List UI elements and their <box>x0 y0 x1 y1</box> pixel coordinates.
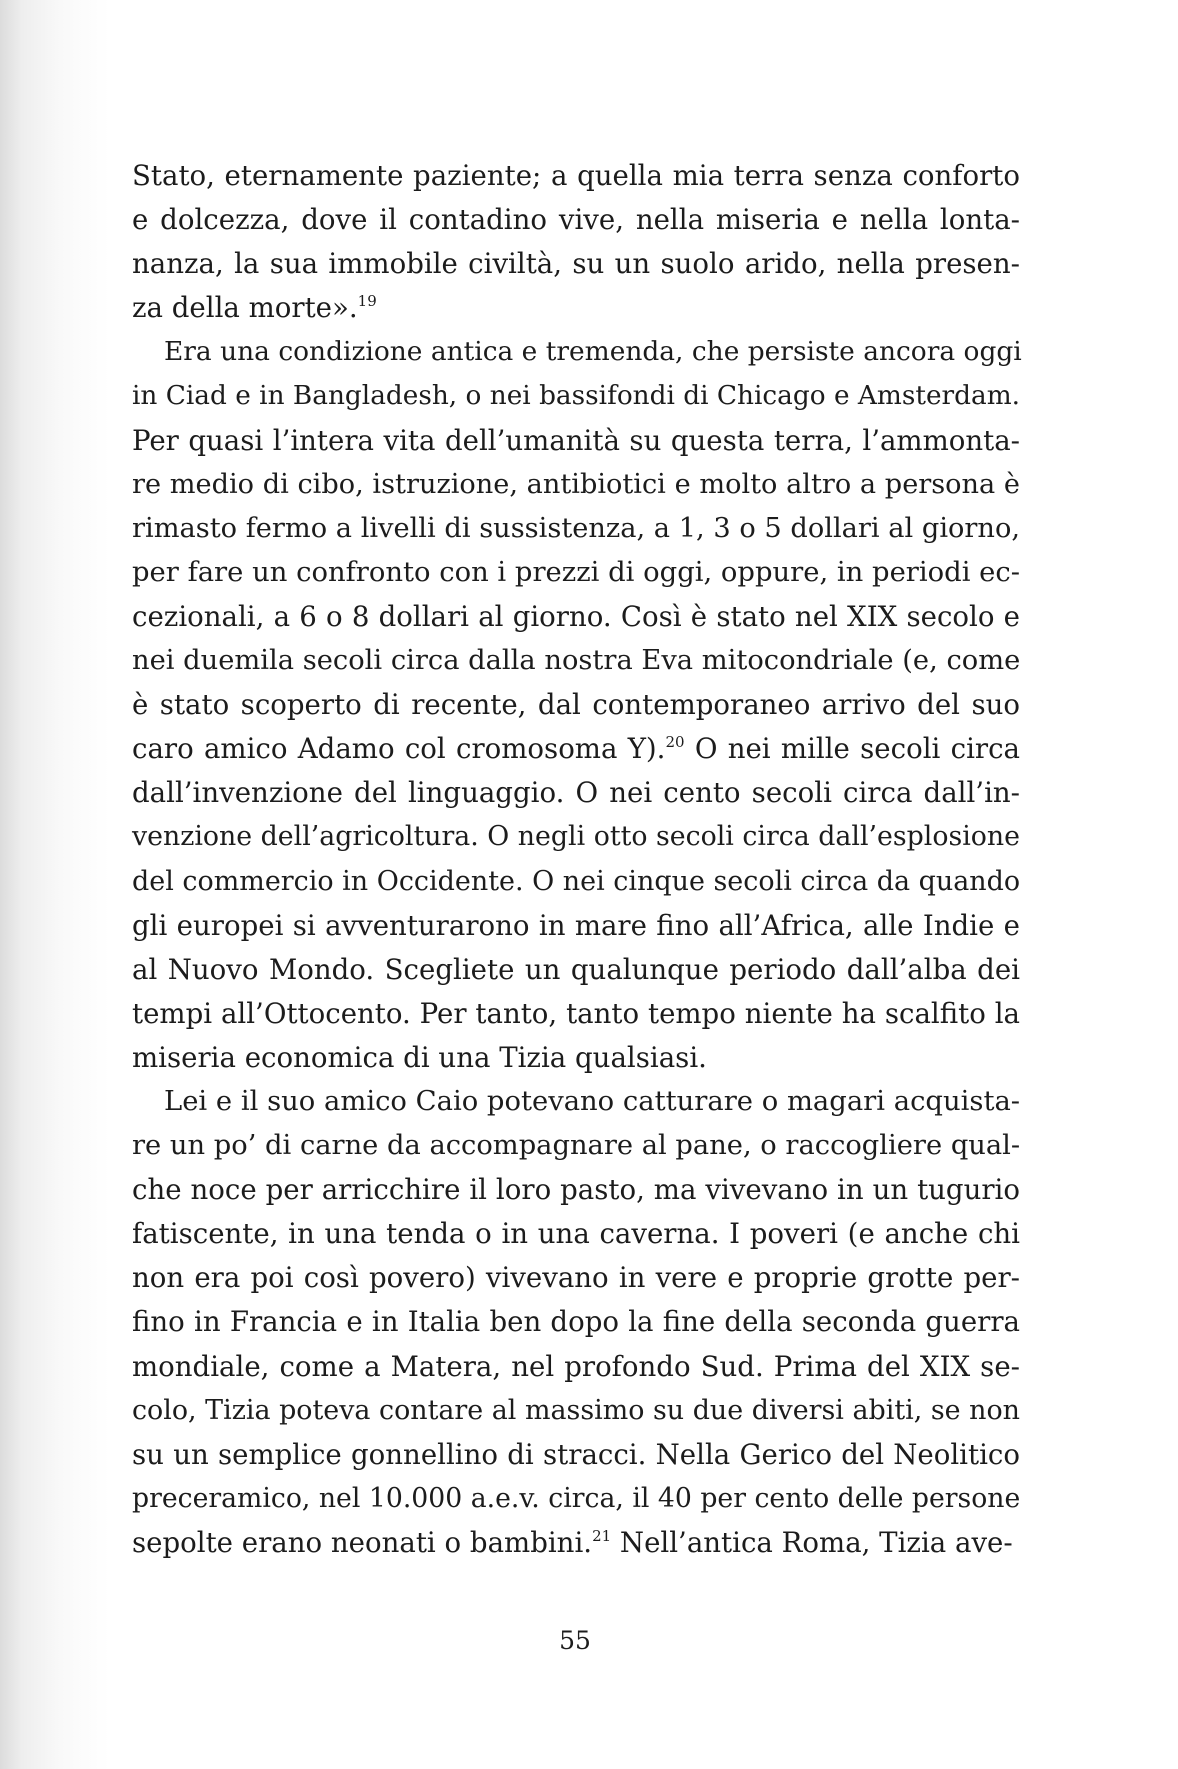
footnote-marker: 20 <box>665 733 685 752</box>
text-segment: Nell’antica Roma, Tizia ave- <box>611 1525 1013 1559</box>
text-line <box>132 154 1020 198</box>
footnote-marker: 19 <box>357 292 377 311</box>
page-body <box>132 154 1020 1565</box>
text-segment: fino in Francia e in Italia ben dopo la fine della seconda guerra <box>132 1305 1020 1339</box>
text-segment: fatiscente, in una tenda o in una caverna. I poveri (e anche chi <box>132 1217 1020 1251</box>
text-segment: mondiale, come a Matera, nel profondo Sud. Prima del XIX se- <box>132 1349 1020 1383</box>
text-segment: O nei mille secoli circa <box>684 732 1020 766</box>
text-line <box>132 1433 1020 1477</box>
text-line <box>132 771 1020 815</box>
text-segment: re medio di cibo, istruzione, antibiotici e molto altro a persona è <box>132 468 1020 500</box>
text-line <box>132 860 1020 904</box>
text-segment: tempi all’Ottocento. Per tanto, tanto tempo niente ha scalfito la <box>132 996 1020 1030</box>
text-segment: za della morte». <box>132 291 358 325</box>
text-segment: caro amico Adamo col cromosoma Y). <box>132 732 666 766</box>
text-segment: miseria economica di una Tizia qualsiasi. <box>132 1040 707 1074</box>
text-line <box>132 904 1020 948</box>
text-line <box>132 1036 1020 1080</box>
text-segment: sepolte erano neonati o bambini. <box>132 1525 593 1559</box>
footnote-marker: 21 <box>592 1526 612 1545</box>
text-line <box>132 1300 1020 1344</box>
text-line <box>132 815 1020 859</box>
text-segment: per fare un confronto con i prezzi di oggi, oppure, in periodi ec- <box>132 556 1021 588</box>
text-line <box>132 595 1020 639</box>
text-segment: del commercio in Occidente. O nei cinque secoli circa da quando <box>132 865 1021 897</box>
text-line <box>132 1256 1020 1300</box>
text-segment: cezionali, a 6 o 8 dollari al giorno. Così è stato nel XIX secolo e <box>132 599 1020 633</box>
text-line <box>132 1521 1020 1565</box>
text-segment: Stato, eternamente paziente; a quella mia terra senza conforto <box>132 159 1020 192</box>
text-line <box>132 551 1020 595</box>
text-segment: non era poi così povero) vivevano in vere e proprie grotte per- <box>132 1261 1020 1295</box>
text-line <box>132 419 1020 463</box>
text-segment: venzione dell’agricoltura. O negli otto secoli circa dall’esplosione <box>132 821 1020 853</box>
text-segment: Era una condizione antica e tremenda, che persiste ancora oggi <box>164 336 1022 368</box>
text-line <box>132 507 1020 551</box>
text-line <box>132 727 1020 771</box>
text-line <box>132 1212 1020 1256</box>
text-line <box>132 463 1020 507</box>
text-segment: rimasto fermo a livelli di sussistenza, a 1, 3 o 5 dollari al giorno, <box>132 512 1020 544</box>
page-number: 55 <box>559 1626 591 1655</box>
text-segment: nanza, la sua immobile civiltà, su un suolo arido, nella presen- <box>132 247 1020 281</box>
text-segment: è stato scoperto di recente, dal contemporaneo arrivo del suo <box>132 688 1020 722</box>
text-segment: e dolcezza, dove il contadino vive, nella miseria e nella lonta- <box>132 203 1020 237</box>
text-line <box>132 286 1020 330</box>
text-line <box>132 198 1020 242</box>
text-line <box>132 639 1020 683</box>
text-segment: gli europei si avventurarono in mare fino all’Africa, alle Indie e <box>132 908 1020 942</box>
paragraph <box>132 330 1020 1080</box>
text-line <box>132 1477 1020 1521</box>
text-segment: in Ciad e in Bangladesh, o nei bassifondi di Chicago e Amsterdam. <box>132 381 1021 412</box>
text-segment: su un semplice gonnellino di stracci. Nella Gerico del Neolitico <box>132 1437 1020 1471</box>
text-line <box>132 330 1020 374</box>
text-line <box>132 1168 1020 1212</box>
text-line <box>132 374 1020 418</box>
text-segment: Lei e il suo amico Caio potevano catturare o magari acquista- <box>164 1085 1021 1117</box>
text-segment: nei duemila secoli circa dalla nostra Eva mitocondriale (e, come <box>132 645 1021 677</box>
text-segment: re un po’ di carne da accompagnare al pane, o raccogliere qual- <box>132 1130 1021 1162</box>
text-line <box>132 1080 1020 1124</box>
text-segment: al Nuovo Mondo. Scegliete un qualunque periodo dall’alba dei <box>132 952 1020 986</box>
text-line <box>132 1389 1020 1433</box>
text-segment: dall’invenzione del linguaggio. O nei cento secoli circa dall’in- <box>132 776 1020 810</box>
text-segment: Per quasi l’intera vita dell’umanità su questa terra, l’ammonta- <box>132 423 1020 457</box>
text-line <box>132 1345 1020 1389</box>
paragraph <box>132 1080 1020 1565</box>
text-line <box>132 1124 1020 1168</box>
text-line <box>132 992 1020 1036</box>
text-segment: che noce per arricchire il loro pasto, ma vivevano in un tugurio <box>132 1173 1020 1207</box>
text-line <box>132 948 1020 992</box>
paragraph <box>132 154 1020 330</box>
text-line <box>132 242 1020 286</box>
text-segment: colo, Tizia poteva contare al massimo su due diversi abiti, se non <box>132 1394 1020 1426</box>
text-segment: preceramico, nel 10.000 a.e.v. circa, il 40 per cento delle persone <box>132 1482 1021 1514</box>
text-line <box>132 683 1020 727</box>
